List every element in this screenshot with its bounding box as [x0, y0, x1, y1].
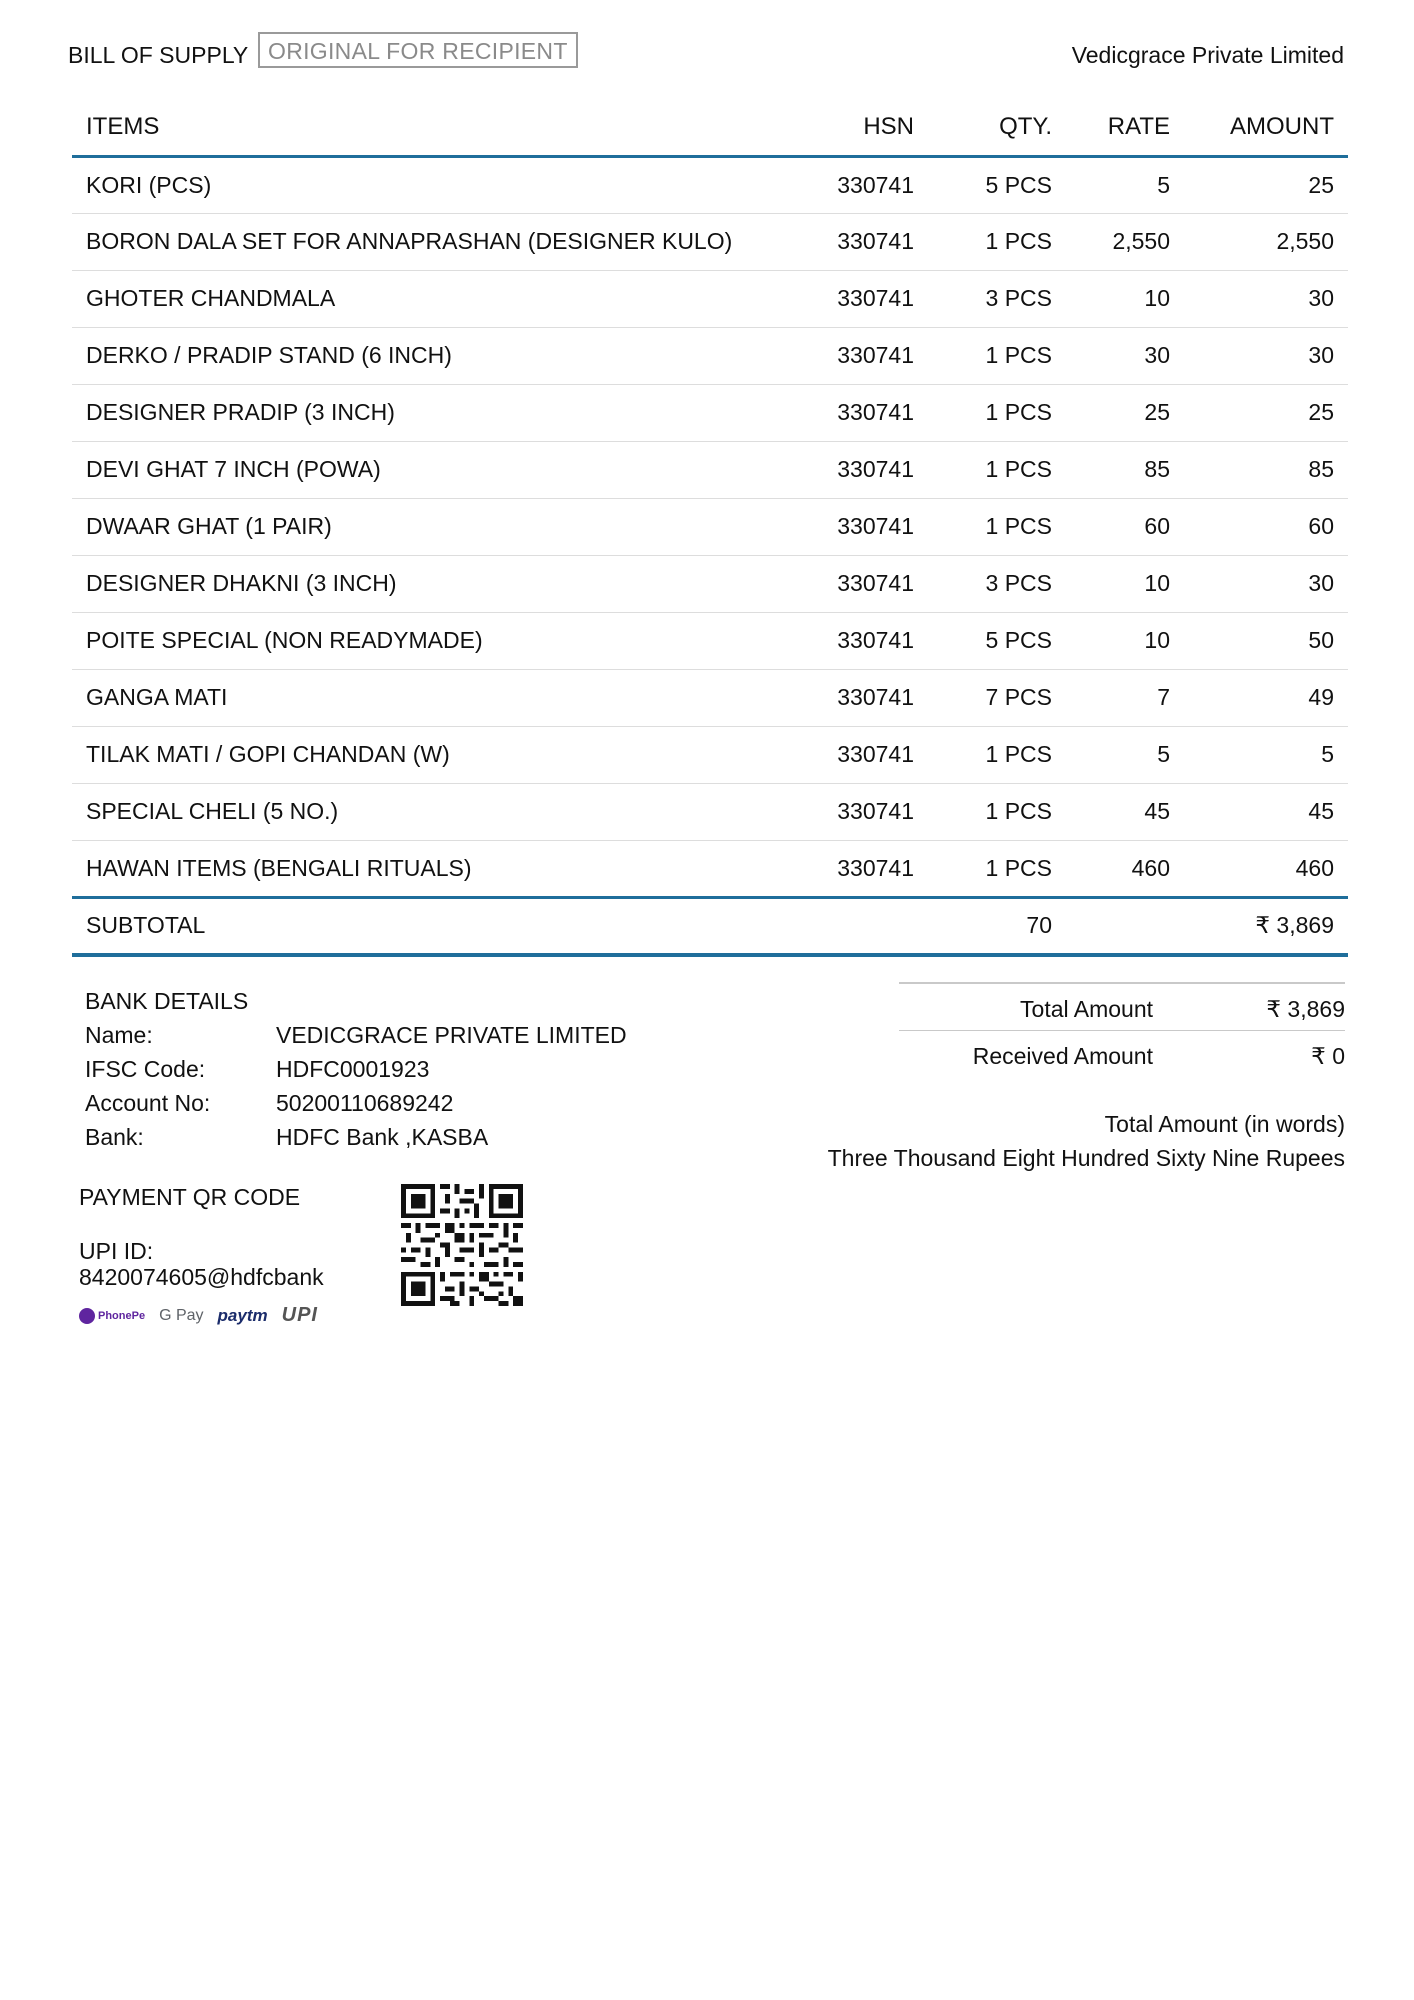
bank-detail-key: Bank: — [85, 1124, 144, 1150]
table-row — [72, 327, 1348, 384]
column-header-qty: QTY. — [914, 100, 1052, 156]
item-rate: 85 — [1052, 441, 1170, 498]
item-hsn: 330741 — [784, 612, 914, 669]
item-qty: 1 PCS — [914, 498, 1052, 555]
table-row — [72, 498, 1348, 555]
subtotal-row — [72, 897, 1348, 955]
item-rate: 460 — [1052, 840, 1170, 897]
item-amount: 25 — [1170, 156, 1348, 213]
item-name: POITE SPECIAL (NON READYMADE) — [72, 612, 784, 669]
table-row — [72, 555, 1348, 612]
item-rate: 45 — [1052, 783, 1170, 840]
subtotal-hsn-empty — [784, 897, 914, 955]
upi-id: 8420074605@hdfcbank — [79, 1264, 324, 1290]
table-row — [72, 156, 1348, 213]
item-name: GHOTER CHANDMALA — [72, 270, 784, 327]
item-qty: 5 PCS — [914, 156, 1052, 213]
bank-details-title: BANK DETAILS — [85, 988, 249, 1014]
bank-detail-key: IFSC Code: — [85, 1056, 206, 1082]
amount-in-words-label: Total Amount (in words) — [1104, 1111, 1345, 1137]
item-name: DESIGNER DHAKNI (3 INCH) — [72, 555, 784, 612]
received-amount-value: ₹ 0 — [1311, 1043, 1345, 1069]
item-qty: 1 PCS — [914, 726, 1052, 783]
item-rate: 5 — [1052, 726, 1170, 783]
subtotal-label: SUBTOTAL — [72, 897, 784, 955]
table-row — [72, 384, 1348, 441]
phonepe-icon — [79, 1308, 95, 1324]
column-header-items: ITEMS — [72, 100, 784, 156]
table-row — [72, 213, 1348, 270]
item-amount: 2,550 — [1170, 213, 1348, 270]
item-hsn: 330741 — [784, 213, 914, 270]
item-hsn: 330741 — [784, 783, 914, 840]
subtotal-qty: 70 — [914, 897, 1052, 955]
column-header-amount: AMOUNT — [1170, 100, 1348, 156]
payment-section — [79, 1182, 369, 1327]
invoice-header — [68, 32, 1344, 74]
table-row — [72, 840, 1348, 897]
table-row — [72, 783, 1348, 840]
table-header-row — [72, 100, 1348, 156]
item-name: SPECIAL CHELI (5 NO.) — [72, 783, 784, 840]
total-amount-label: Total Amount — [1020, 996, 1153, 1022]
item-rate: 25 — [1052, 384, 1170, 441]
item-amount: 50 — [1170, 612, 1348, 669]
bank-detail-value: HDFC Bank ,KASBA — [276, 1124, 489, 1150]
item-name: BORON DALA SET FOR ANNAPRASHAN (DESIGNER KULO) — [72, 213, 784, 270]
table-row — [72, 270, 1348, 327]
paytm-logo: paytm — [217, 1305, 268, 1325]
item-rate: 10 — [1052, 612, 1170, 669]
table-row — [72, 441, 1348, 498]
item-qty: 7 PCS — [914, 669, 1052, 726]
received-amount-row — [899, 1030, 1345, 1078]
bank-detail-row — [85, 1052, 645, 1086]
item-hsn: 330741 — [784, 498, 914, 555]
table-row — [72, 612, 1348, 669]
gpay-logo: G Pay — [159, 1306, 204, 1324]
upi-label: UPI ID: — [79, 1238, 154, 1264]
item-name: GANGA MATI — [72, 669, 784, 726]
item-hsn: 330741 — [784, 669, 914, 726]
item-name: DERKO / PRADIP STAND (6 INCH) — [72, 327, 784, 384]
bank-detail-key: Account No: — [85, 1090, 211, 1116]
total-amount-value: ₹ 3,869 — [1266, 996, 1345, 1022]
payment-app-logos — [79, 1304, 369, 1327]
item-amount: 460 — [1170, 840, 1348, 897]
item-amount: 85 — [1170, 441, 1348, 498]
item-hsn: 330741 — [784, 441, 914, 498]
item-amount: 30 — [1170, 270, 1348, 327]
upi-logo: UPI — [281, 1304, 318, 1326]
total-amount-row — [899, 982, 1345, 1030]
item-amount: 25 — [1170, 384, 1348, 441]
item-rate: 30 — [1052, 327, 1170, 384]
item-hsn: 330741 — [784, 840, 914, 897]
bank-details — [85, 984, 645, 1154]
item-hsn: 330741 — [784, 270, 914, 327]
item-qty: 5 PCS — [914, 612, 1052, 669]
items-table — [72, 100, 1348, 957]
item-rate: 10 — [1052, 555, 1170, 612]
item-amount: 49 — [1170, 669, 1348, 726]
item-qty: 3 PCS — [914, 270, 1052, 327]
item-amount: 30 — [1170, 555, 1348, 612]
item-amount: 45 — [1170, 783, 1348, 840]
payment-qr-code — [401, 1184, 523, 1306]
item-hsn: 330741 — [784, 384, 914, 441]
item-qty: 3 PCS — [914, 555, 1052, 612]
item-qty: 1 PCS — [914, 783, 1052, 840]
item-name: TILAK MATI / GOPI CHANDAN (W) — [72, 726, 784, 783]
item-name: DEVI GHAT 7 INCH (POWA) — [72, 441, 784, 498]
amount-in-words-value: Three Thousand Eight Hundred Sixty Nine Rupees — [827, 1145, 1345, 1171]
phonepe-logo-text: PhonePe — [98, 1309, 146, 1322]
item-hsn: 330741 — [784, 555, 914, 612]
bank-detail-row — [85, 1086, 645, 1120]
item-name: DWAAR GHAT (1 PAIR) — [72, 498, 784, 555]
bank-detail-value: VEDICGRACE PRIVATE LIMITED — [276, 1022, 627, 1048]
column-header-hsn: HSN — [784, 100, 914, 156]
item-amount: 60 — [1170, 498, 1348, 555]
bank-detail-row — [85, 1018, 645, 1052]
item-rate: 2,550 — [1052, 213, 1170, 270]
document-title: BILL OF SUPPLY — [68, 42, 249, 68]
item-name: HAWAN ITEMS (BENGALI RITUALS) — [72, 840, 784, 897]
item-rate: 7 — [1052, 669, 1170, 726]
totals-summary — [899, 982, 1345, 1078]
item-hsn: 330741 — [784, 156, 914, 213]
subtotal-amount: ₹ 3,869 — [1170, 897, 1348, 955]
item-amount: 30 — [1170, 327, 1348, 384]
bank-detail-row — [85, 1120, 645, 1154]
company-name: Vedicgrace Private Limited — [1071, 42, 1344, 68]
bank-detail-value: 50200110689242 — [276, 1090, 454, 1116]
item-rate: 5 — [1052, 156, 1170, 213]
bank-detail-value: HDFC0001923 — [276, 1056, 430, 1082]
item-rate: 60 — [1052, 498, 1170, 555]
bank-detail-key: Name: — [85, 1022, 153, 1048]
copy-type-badge: ORIGINAL FOR RECIPIENT — [258, 32, 578, 68]
received-amount-label: Received Amount — [972, 1043, 1153, 1069]
amount-in-words — [828, 1107, 1345, 1175]
table-row — [72, 726, 1348, 783]
item-name: DESIGNER PRADIP (3 INCH) — [72, 384, 784, 441]
item-amount: 5 — [1170, 726, 1348, 783]
item-qty: 1 PCS — [914, 840, 1052, 897]
payment-qr-title: PAYMENT QR CODE — [79, 1184, 301, 1210]
item-qty: 1 PCS — [914, 213, 1052, 270]
item-name: KORI (PCS) — [72, 156, 784, 213]
item-hsn: 330741 — [784, 726, 914, 783]
item-qty: 1 PCS — [914, 327, 1052, 384]
item-qty: 1 PCS — [914, 384, 1052, 441]
item-rate: 10 — [1052, 270, 1170, 327]
item-hsn: 330741 — [784, 327, 914, 384]
table-row — [72, 669, 1348, 726]
item-qty: 1 PCS — [914, 441, 1052, 498]
subtotal-rate-empty — [1052, 897, 1170, 955]
column-header-rate: RATE — [1052, 100, 1170, 156]
phonepe-logo — [79, 1308, 145, 1324]
